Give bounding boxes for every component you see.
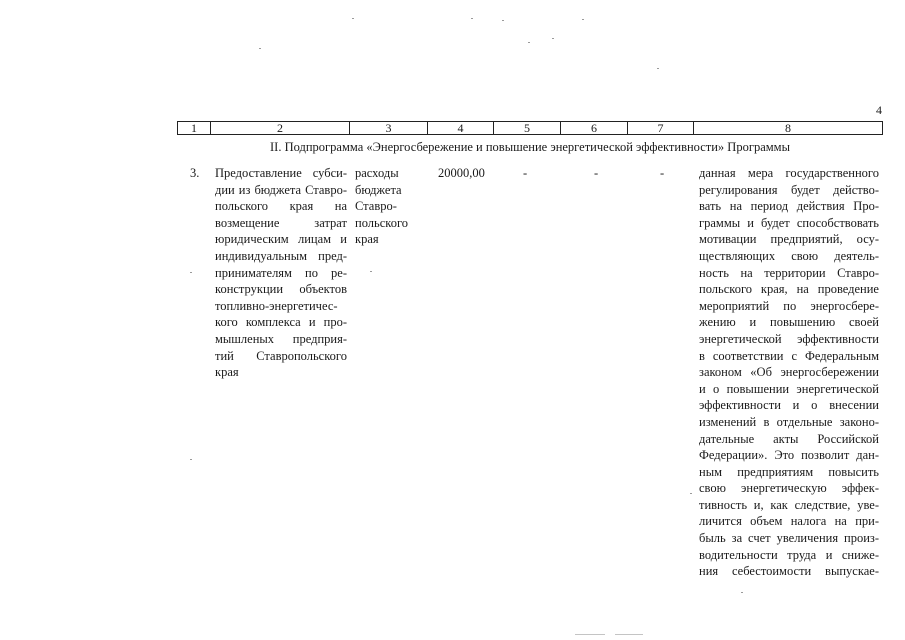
row-number: 3. [190,166,200,180]
description-line: возмещение затрат [215,215,347,230]
description-line: польского края на [215,199,347,214]
description-line: конструкции объектов [215,282,347,297]
description-line: дии из бюджета Ставро- [215,182,347,197]
justification-line: польского края, на проведение [699,282,879,297]
description-line: мышленых предприя- [215,331,347,346]
scan-speck [190,459,192,460]
scan-speck [190,272,192,273]
justification-text [699,165,879,580]
column-header-7: 7 [628,122,694,134]
justification-line: ния себестоимости выпускае- [699,564,879,579]
description-line: кого комплекса и про- [215,315,347,330]
column-header-6: 6 [561,122,628,134]
scan-speck [582,19,584,20]
justification-line: жению и повышению своей [699,315,879,330]
justification-line: ществляющих свою деятель- [699,248,879,263]
description-line: юридическим лицам и [215,232,347,247]
scan-speck [528,42,530,43]
scan-speck [502,20,504,21]
column-header-3: 3 [350,122,428,134]
scan-speck [552,38,554,39]
column-number-header [177,121,883,135]
justification-line: ным предприятиям повысить [699,464,879,479]
description-line: Предоставление субси- [215,166,347,180]
column-header-5: 5 [494,122,561,134]
amount-value: 20000,00 [438,166,485,180]
justification-line: быль за счет увеличения произ- [699,531,879,546]
scan-speck [741,592,743,593]
scan-speck [471,18,473,19]
page-number: 4 [876,103,882,117]
measure-description [215,165,347,381]
description-line: топливно-энергетичес- [215,298,338,313]
justification-line: мероприятий по энергосбере- [699,298,879,313]
justification-line: мотивации предприятий, осу- [699,232,879,247]
scan-speck [259,48,261,49]
justification-line: свою энергетическую эффек- [699,481,879,496]
justification-line: и о повышении энергетической [699,381,879,396]
expense-line: польского [355,215,409,230]
expense-line: Ставро- [355,199,397,214]
column-5-value: - [523,166,528,180]
description-line: принимателям по ре- [215,265,347,280]
scan-speck [352,18,354,19]
description-line: тий Ставропольского [215,348,347,363]
justification-line: личится объем налога на при- [699,514,879,529]
subprogram-title: II. Подпрограмма «Энергосбережение и повышение энергетической эффективности» Программы [270,140,790,154]
justification-line: регулирования будет действо- [699,182,879,197]
description-line: края [215,365,239,380]
column-6-value: - [594,166,599,180]
scan-speck [370,271,372,272]
justification-line: граммы и будет способствовать [699,215,879,230]
justification-line: в соответствии с Федеральным [699,348,879,363]
column-7-value: - [660,166,665,180]
expense-line: расходы [355,166,399,180]
justification-line: эффективности и о внесении [699,398,879,413]
scan-speck [690,493,692,494]
justification-line: вать на период действия Про- [699,199,879,214]
column-header-1: 1 [178,122,211,134]
justification-line: ность на территории Ставро- [699,265,879,280]
justification-line: Федерации». Это позволит дан- [699,448,879,463]
justification-line: изменений в отдельные законо- [699,414,879,429]
expense-source [355,165,421,248]
justification-line: тивность и, как следствие, уве- [699,497,879,512]
justification-line: дательные акты Российской [699,431,879,446]
description-line: индивидуальным пред- [215,248,347,263]
justification-line: данная мера государственного [699,166,879,180]
justification-line: энергетической эффективности [699,331,879,346]
expense-line: бюджета [355,182,402,197]
column-header-8: 8 [785,121,791,135]
scan-speck [615,634,643,635]
justification-line: законом «Об энергосбережении [699,365,879,380]
column-header-4: 4 [428,122,494,134]
scan-speck [575,634,605,635]
expense-line: края [355,232,379,247]
column-header-2: 2 [211,122,350,134]
scan-speck [657,68,659,69]
justification-line: водительности труда и сниже- [699,547,879,562]
